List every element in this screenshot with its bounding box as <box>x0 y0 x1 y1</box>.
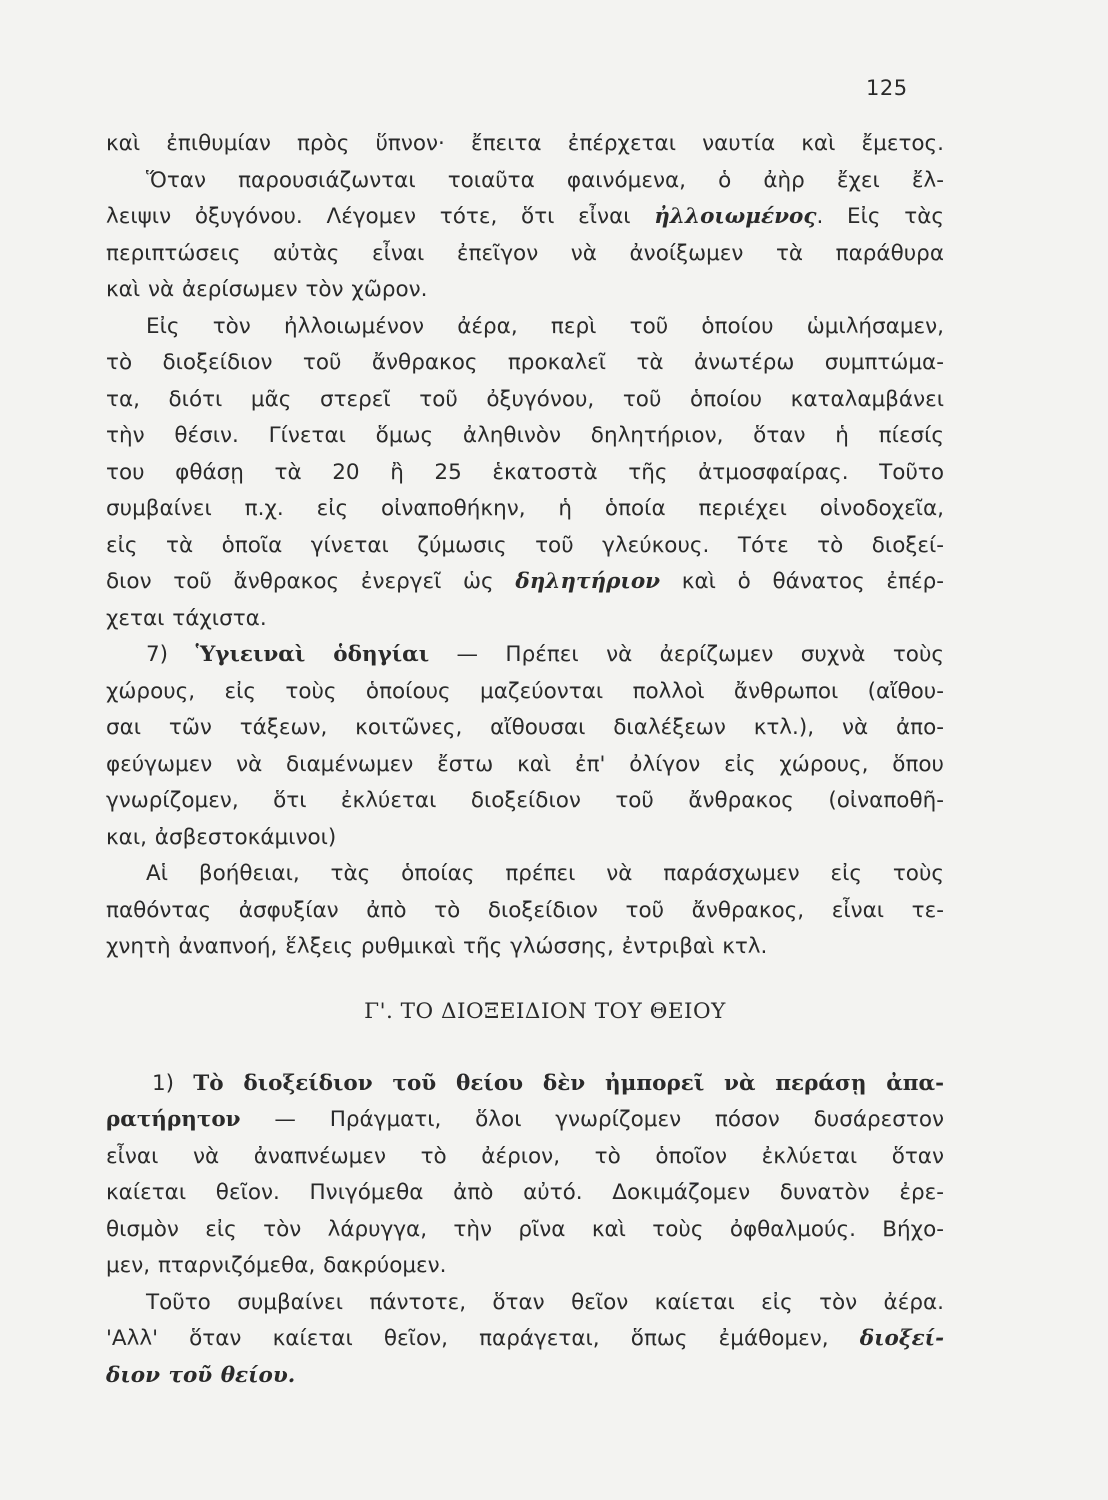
subsection-heading: Ὑγιειναὶ ὁδηγίαι <box>195 642 430 667</box>
text-line: θισμὸν εἰς τὸν λάρυγγα, τὴν ρῖνα καὶ τοὺς ὀφθαλμούς. Βήχο- <box>106 1216 944 1242</box>
text-line: καὶ νὰ ἀερίσωμεν τὸν χῶρον. <box>106 277 428 302</box>
text-line: εἶναι νὰ ἀναπνέωμεν τὸ ἀέριον, τὸ ὁποῖον ἐκλύεται ὅταν <box>106 1143 944 1169</box>
text-line <box>106 1358 944 1395</box>
text-run: 7) <box>146 642 196 667</box>
text-line: συμβαίνει π.χ. εἰς οἰναποθήκην, ἡ ὁποία περιέχει οἰνοδοχεῖα, <box>106 496 944 521</box>
text-line: και, ἀσβεστοκάμινοι) <box>106 824 337 850</box>
text-line: τὸ διοξείδιον τοῦ ἄνθρακος προκαλεῖ τὰ ἀνωτέρω συμπτώμα- <box>106 350 944 375</box>
emphasized-term: διον τοῦ θείου. <box>106 1362 296 1388</box>
text-line <box>106 564 944 601</box>
text-run: 1) <box>152 1070 194 1096</box>
subsection-heading: ρατήρητον <box>106 1107 241 1132</box>
text-line: φεύγωμεν νὰ διαμένωμεν ἔστω καὶ ἐπ' ὀλίγον εἰς χώρους, ὅπου <box>106 751 944 777</box>
text-line: εἰς τὰ ὁποῖα γίνεται ζύμωσις τοῦ γλεύκους. Τότε τὸ διοξεί- <box>106 532 944 558</box>
text-run: — Πράγματι, ὅλοι γνωρίζομεν πόσον δυσάρεστον <box>240 1107 944 1132</box>
text-line: μεν, πταρνιζόμεθα, δακρύομεν. <box>106 1253 447 1278</box>
text-run: καὶ ὁ θάνατος ἐπέρ- <box>660 569 944 594</box>
text-line <box>106 637 944 674</box>
text-line: γνωρίζομεν, ὅτι ἐκλύεται διοξείδιον τοῦ ἄνθρακος (οἰναποθῆ- <box>106 788 944 813</box>
text-line: Εἰς τὸν ἠλλοιωμένον ἀέρα, περὶ τοῦ ὁποίου ὡμιλήσαμεν, <box>146 313 944 339</box>
spacer <box>106 1058 944 1066</box>
text-line <box>106 1066 944 1103</box>
text-line: Τοῦτο συμβαίνει πάντοτε, ὅταν θεῖον καίεται εἰς τὸν ἀέρα. <box>146 1289 944 1315</box>
text-line: καὶ ἐπιθυμίαν πρὸς ὕπνον· ἔπειτα ἐπέρχεται ναυτία καὶ ἔμετος. <box>106 131 944 156</box>
emphasized-term: ἠλλοιωμένος <box>654 204 817 229</box>
page-number: 125 <box>866 76 908 100</box>
text-line: περιπτώσεις αὐτὰς εἶναι ἐπεῖγον νὰ ἀνοίξωμεν τὰ παράθυρα <box>106 240 944 266</box>
emphasized-term: διοξεί- <box>859 1326 944 1351</box>
text-run: . Εἰς τὰς <box>816 204 945 229</box>
text-line: καίεται θεῖον. Πνιγόμεθα ἀπὸ αὐτό. Δοκιμάζομεν δυνατὸν ἐρε- <box>106 1180 944 1205</box>
section-title: Γ'. ΤΟ ΔΙΟΞΕΙΔΙΟΝ ΤΟΥ ΘΕΙΟΥ <box>364 998 726 1024</box>
text-run: λειψιν ὀξυγόνου. Λέγομεν τότε, ὅτι εἶναι <box>106 204 655 229</box>
text-line: χεται τάχιστα. <box>106 605 267 631</box>
text-line: χνητὴ ἀναπνοή, ἕλξεις ρυθμικαὶ τῆς γλώσσης, ἐντριβαὶ κτλ. <box>106 934 768 959</box>
text-line: Ὅταν παρουσιάζωνται τοιαῦτα φαινόμενα, ὁ ἀὴρ ἔχει ἔλ- <box>146 167 944 193</box>
text-line: τα, διότι μᾶς στερεῖ τοῦ ὀξυγόνου, τοῦ ὁποίου καταλαμβάνει <box>106 386 944 412</box>
emphasized-term: δηλητήριον <box>515 569 661 594</box>
text-line <box>106 1102 944 1139</box>
text-line: τὴν θέσιν. Γίνεται ὅμως ἀληθινὸν δηλητήριον, ὅταν ἡ πίεσίς <box>106 423 944 448</box>
text-line: παθόντας ἀσφυξίαν ἀπὸ τὸ διοξείδιον τοῦ ἄνθρακος, εἶναι τε- <box>106 897 944 923</box>
body-text <box>106 126 944 1394</box>
text-run: 'Αλλ' ὅταν καίεται θεῖον, παράγεται, ὅπως ἐμάθομεν, <box>106 1326 860 1351</box>
text-run: — Πρέπει νὰ ἀερίζωμεν συχνὰ τοὺς <box>429 642 945 667</box>
text-line: του φθάσῃ τὰ 20 ἢ 25 ἑκατοστὰ τῆς ἀτμοσφαίρας. Τοῦτο <box>106 459 944 485</box>
text-line: Αἱ βοήθειαι, τὰς ὁποίας πρέπει νὰ παράσχωμεν εἰς τοὺς <box>146 861 944 886</box>
text-line <box>106 1321 944 1358</box>
text-line <box>106 199 944 236</box>
text-run: διον τοῦ ἄνθρακος ἐνεργεῖ ὡς <box>106 569 516 594</box>
text-line: χώρους, εἰς τοὺς ὁποίους μαζεύονται πολλοὶ ἄνθρωποι (αἴθου- <box>106 678 944 704</box>
text-line: σαι τῶν τάξεων, κοιτῶνες, αἴθουσαι διαλέξεων κτλ.), νὰ ἀπο- <box>106 715 944 740</box>
subsection-heading: Τὸ διοξείδιον τοῦ θείου δὲν ἠμπορεῖ νὰ περάσῃ ἀπα- <box>193 1070 945 1096</box>
